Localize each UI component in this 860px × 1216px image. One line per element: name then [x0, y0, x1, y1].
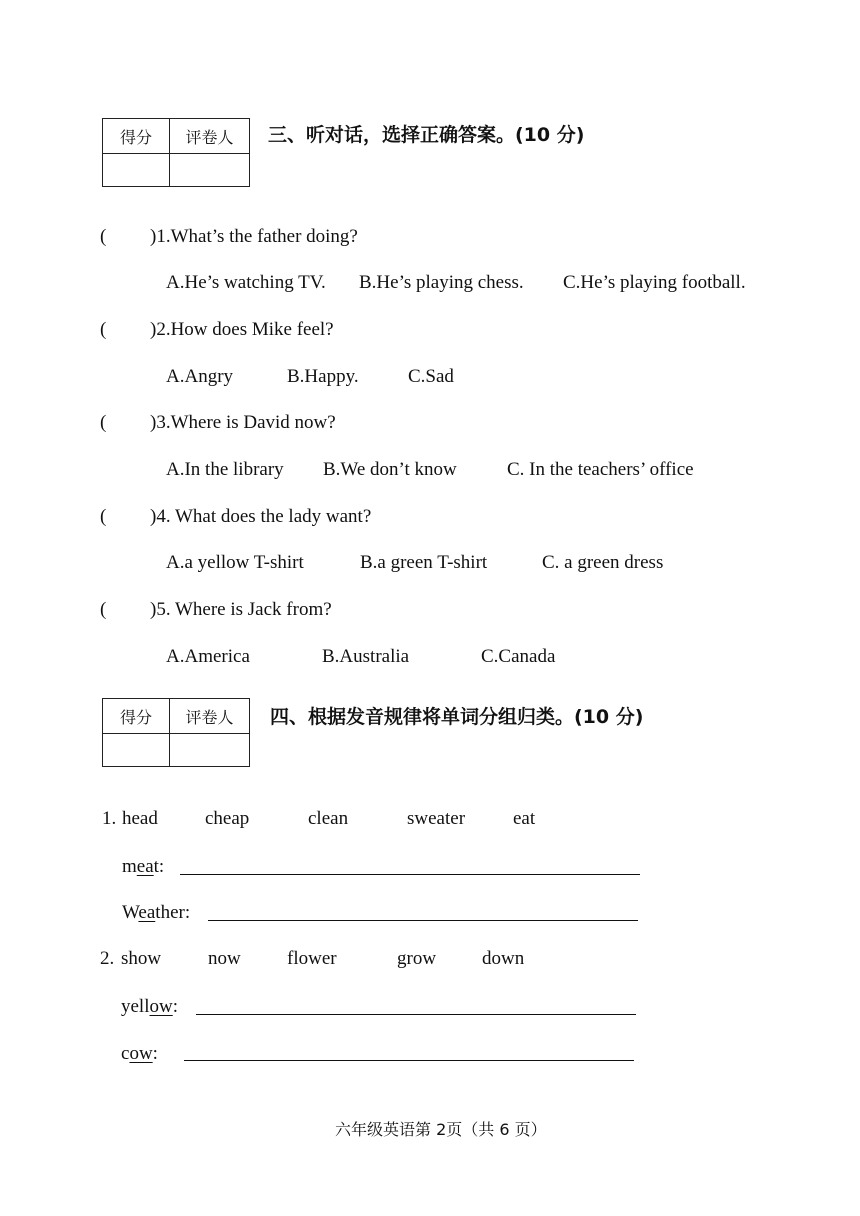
category-prefix: c — [121, 1043, 130, 1064]
word: clean — [308, 808, 349, 829]
category-underlined: ea — [136, 856, 154, 877]
answer-line-weather[interactable] — [208, 920, 638, 921]
word: flower — [287, 948, 337, 969]
group-1-number: 1. — [102, 808, 117, 829]
score-box-section3 — [102, 118, 250, 187]
question-5: )5. Where is Jack from? — [150, 599, 332, 620]
word: show — [121, 948, 162, 969]
question-4: )4. What does the lady want? — [150, 506, 372, 527]
page-footer: 六年级英语第 2页（共 6 页） — [335, 1120, 547, 1139]
category-suffix: t: — [153, 856, 165, 877]
answer-paren[interactable]: ( — [100, 226, 107, 247]
word: eat — [513, 808, 536, 829]
score-cell[interactable] — [103, 734, 170, 767]
q2-option-a: A.Angry — [166, 366, 234, 387]
q1-option-c: C.He’s playing football. — [563, 272, 746, 293]
word: now — [208, 948, 241, 969]
answer-line-cow[interactable] — [184, 1060, 634, 1061]
answer-paren[interactable]: ( — [100, 506, 107, 527]
category-weather-label — [122, 902, 190, 924]
group-2-number: 2. — [100, 948, 115, 969]
word: cheap — [205, 808, 250, 829]
answer-paren[interactable]: ( — [100, 412, 107, 433]
category-suffix: : — [152, 1043, 158, 1064]
q3-option-c: C. In the teachers’ office — [507, 459, 694, 480]
score-label: 得分 — [103, 119, 170, 154]
category-meat-label — [122, 856, 164, 878]
grader-label: 评卷人 — [170, 699, 250, 734]
question-1: )1.What’s the father doing? — [150, 226, 358, 247]
grader-cell[interactable] — [170, 154, 250, 187]
grader-label: 评卷人 — [170, 119, 250, 154]
q1-option-b: B.He’s playing chess. — [359, 272, 524, 293]
q4-option-b: B.a green T-shirt — [360, 552, 488, 573]
answer-paren[interactable]: ( — [100, 599, 107, 620]
answer-line-yellow[interactable] — [196, 1014, 636, 1015]
score-box-section4 — [102, 698, 250, 767]
word: sweater — [407, 808, 466, 829]
q3-option-a: A.In the library — [166, 459, 284, 480]
word: grow — [397, 948, 437, 969]
category-prefix: W — [122, 902, 139, 923]
question-2: )2.How does Mike feel? — [150, 319, 334, 340]
q1-option-a: A.He’s watching TV. — [166, 272, 326, 293]
score-cell[interactable] — [103, 154, 170, 187]
grader-cell[interactable] — [170, 734, 250, 767]
q2-option-b: B.Happy. — [287, 366, 359, 387]
category-underlined: ow — [149, 996, 173, 1017]
answer-paren[interactable]: ( — [100, 319, 107, 340]
q4-option-c: C. a green dress — [542, 552, 664, 573]
q5-option-c: C.Canada — [481, 646, 556, 667]
q5-option-b: B.Australia — [322, 646, 410, 667]
section3-title: 三、听对话，选择正确答案。(10 分) — [268, 124, 585, 146]
category-underlined: ow — [129, 1043, 153, 1064]
q3-option-b: B.We don’t know — [323, 459, 457, 480]
category-underlined: ea — [138, 902, 156, 923]
category-suffix: : — [172, 996, 179, 1017]
section4-title: 四、根据发音规律将单词分组归类。(10 分) — [270, 706, 644, 728]
q4-option-a: A.a yellow T-shirt — [166, 552, 304, 573]
category-suffix: ther: — [155, 902, 191, 923]
q2-option-c: C.Sad — [408, 366, 454, 387]
word: head — [122, 808, 158, 829]
category-yellow-label — [121, 996, 178, 1018]
q5-option-a: A.America — [166, 646, 250, 667]
score-label: 得分 — [103, 699, 170, 734]
answer-line-meat[interactable] — [180, 874, 640, 875]
word: down — [482, 948, 525, 969]
category-cow-label — [121, 1043, 158, 1065]
category-prefix: yell — [121, 996, 150, 1017]
category-prefix: m — [122, 856, 137, 877]
question-3: )3.Where is David now? — [150, 412, 336, 433]
